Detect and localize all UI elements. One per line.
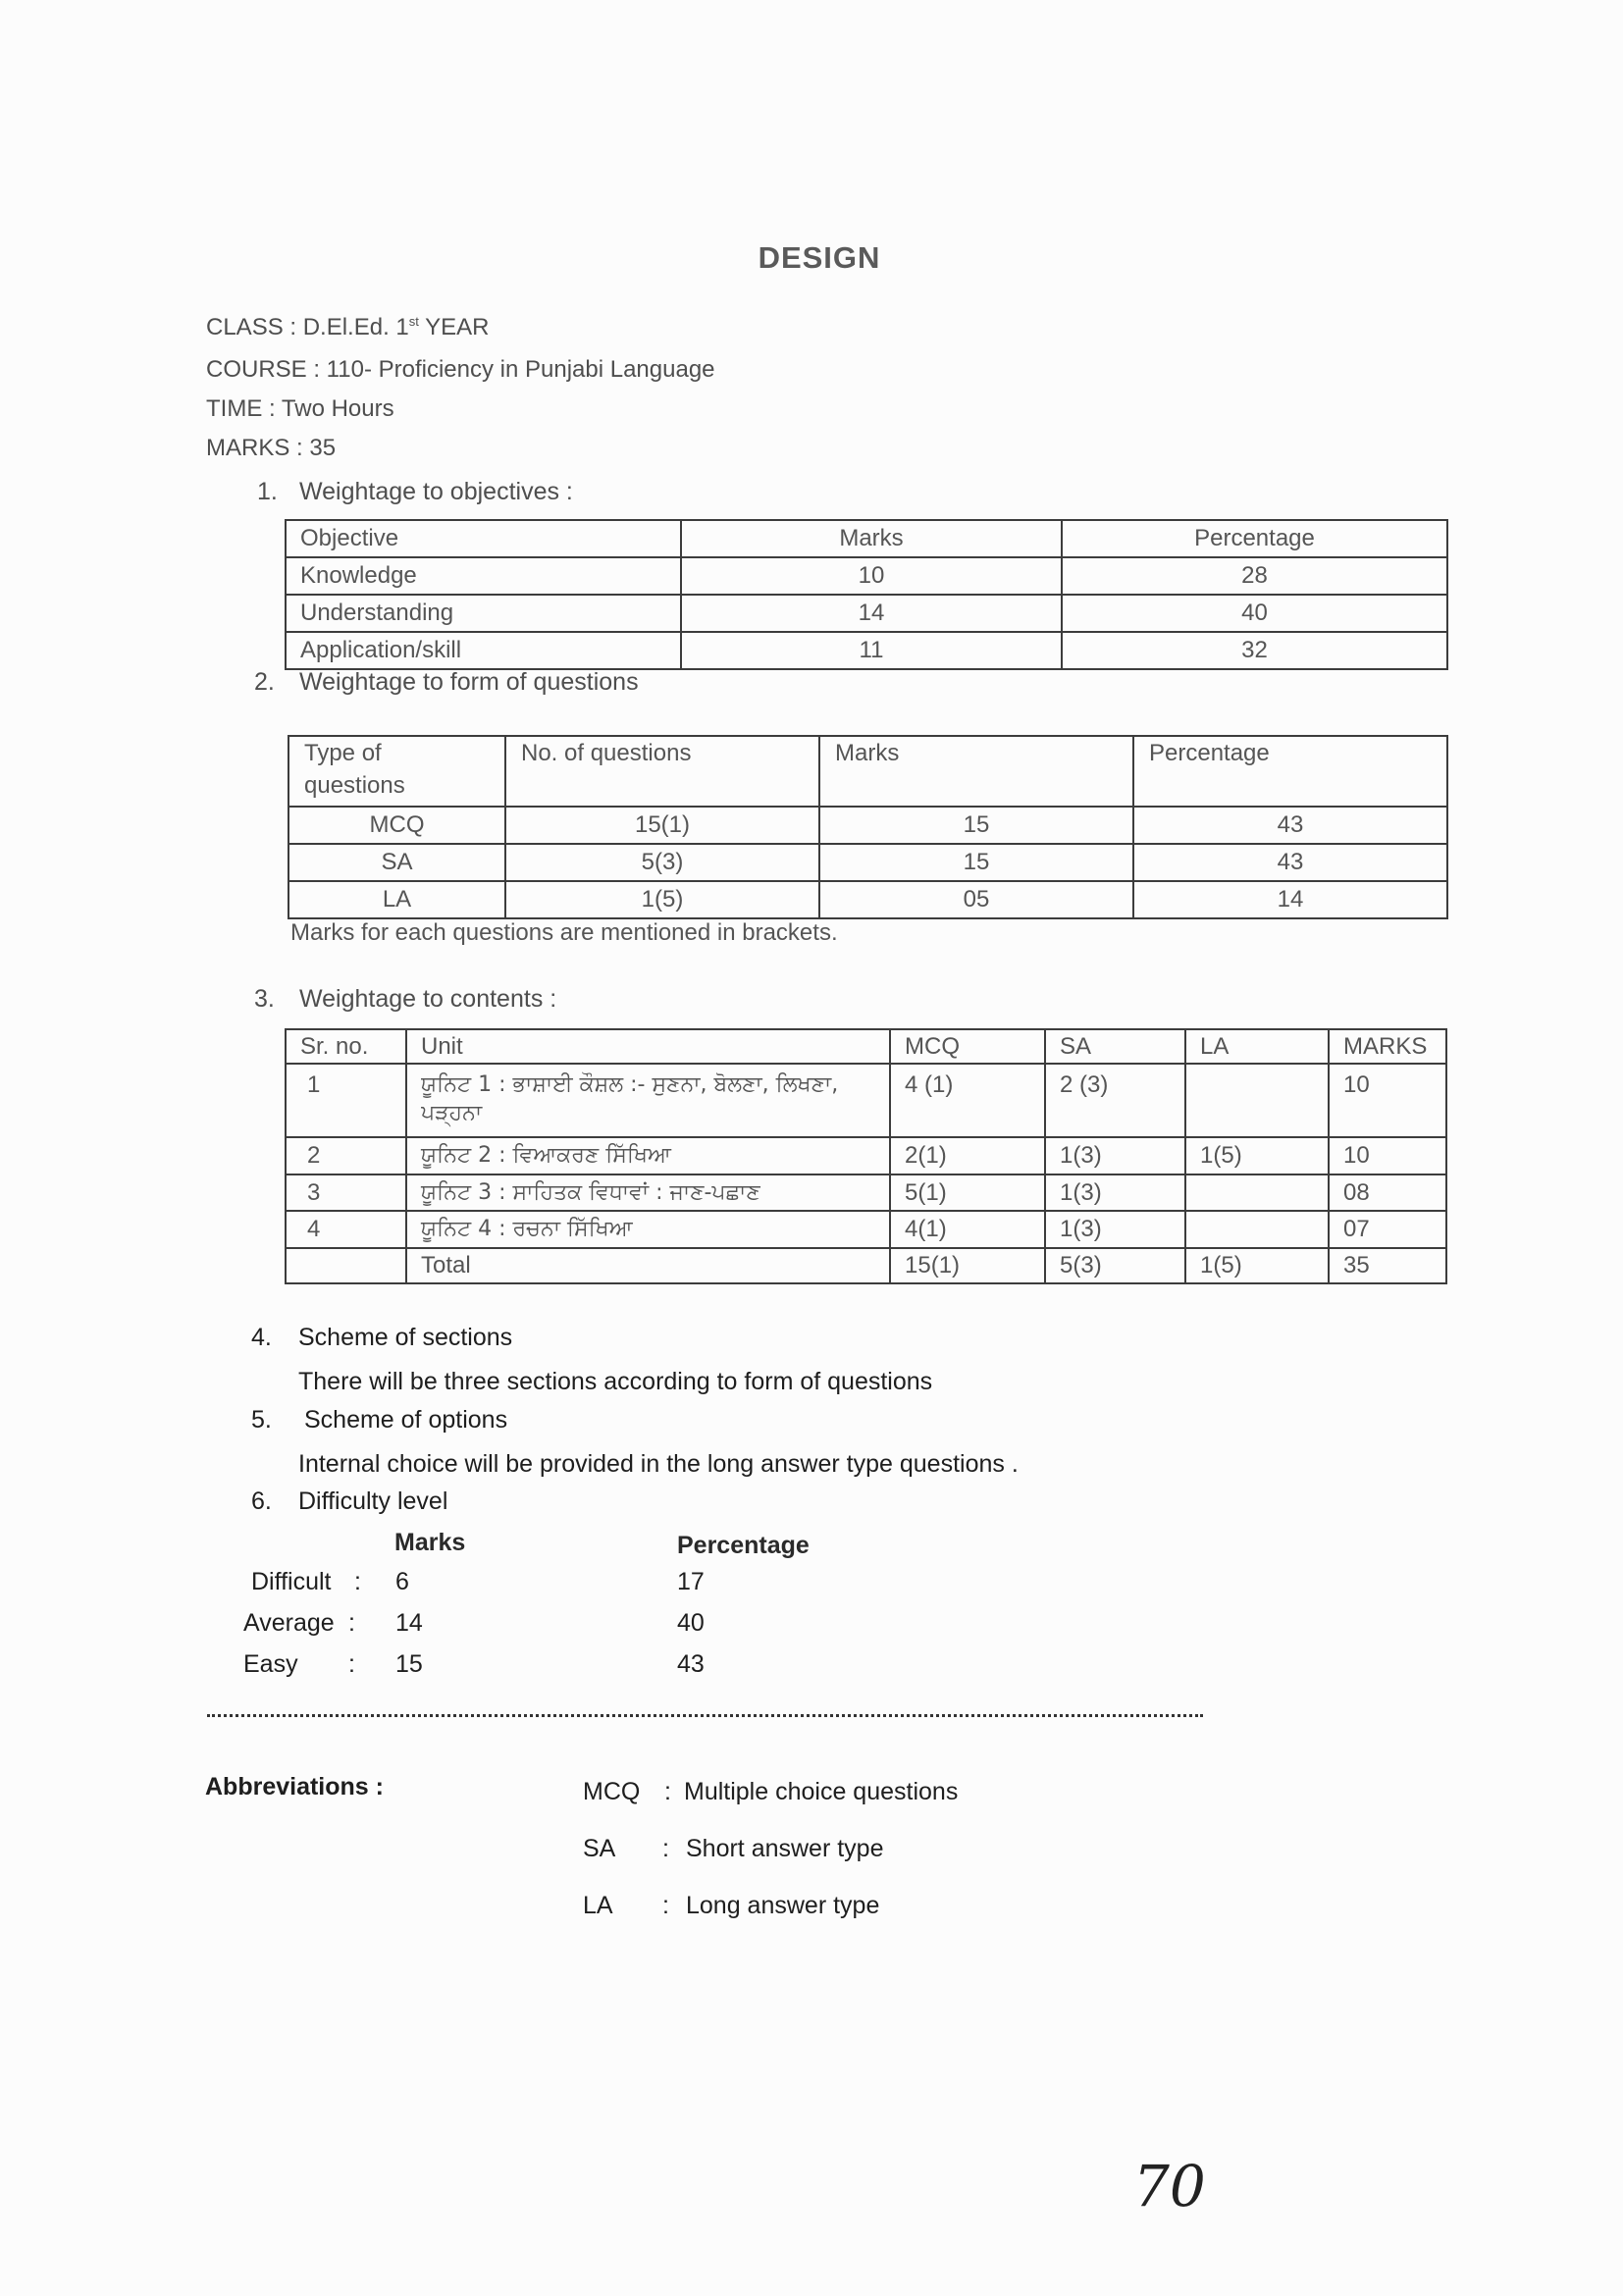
table-cell: 05 [819, 881, 1133, 918]
abbreviation-code: SA [583, 1835, 616, 1862]
section-heading-sections: Scheme of sections [298, 1324, 513, 1351]
table-cell: Total [406, 1248, 890, 1283]
table-cell [1185, 1211, 1329, 1248]
difficulty-separator: : [348, 1609, 355, 1637]
table-cell: 4 [286, 1211, 406, 1248]
header-text: Type of questions [304, 740, 405, 799]
table-cell: 15 [819, 807, 1133, 844]
page-title: DESIGN [758, 240, 881, 275]
table-cell: 15(1) [890, 1248, 1045, 1283]
abbreviation-meaning: Multiple choice questions [684, 1778, 959, 1805]
table-row [286, 1211, 1446, 1248]
table-cell: 4(1) [890, 1211, 1045, 1248]
section-number: 3. [254, 985, 275, 1013]
table-cell: 15(1) [505, 807, 819, 844]
header-cell: Objective [286, 520, 681, 557]
difficulty-percentage: 40 [677, 1609, 705, 1637]
header-cell: SA [1045, 1029, 1185, 1064]
table-cell: 10 [681, 557, 1062, 595]
difficulty-percentage: 17 [677, 1568, 705, 1595]
section-number: 4. [251, 1324, 272, 1351]
marks-line: MARKS : 35 [206, 435, 337, 461]
header-cell: MCQ [890, 1029, 1045, 1064]
section-number: 2. [254, 668, 275, 696]
section-number: 5. [251, 1406, 272, 1434]
section-text: Internal choice will be provided in the long answer type questions . [298, 1450, 1019, 1478]
difficulty-percentage-header: Percentage [677, 1532, 810, 1559]
section-heading-contents: Weightage to contents : [299, 985, 557, 1013]
header-cell [288, 736, 505, 807]
section-heading-objectives: Weightage to objectives : [299, 478, 573, 505]
dotted-divider [207, 1714, 1203, 1717]
table-cell: 15 [819, 844, 1133, 881]
table-cell: 35 [1329, 1248, 1446, 1283]
abbreviation-meaning: Long answer type [686, 1892, 880, 1919]
header-cell: Marks [681, 520, 1062, 557]
table-row [286, 1174, 1446, 1211]
table-row [288, 807, 1447, 844]
table-cell: ਯੂਨਿਟ 3 : ਸਾਹਿਤਕ ਵਿਧਾਵਾਂ : ਜਾਣ-ਪਛਾਣ [406, 1174, 890, 1211]
abbreviation-code: MCQ [583, 1778, 641, 1805]
table-note: Marks for each questions are mentioned in brackets. [290, 919, 838, 946]
table-cell: ਯੂਨਿਟ 4 : ਰਚਨਾ ਸਿੱਖਿਆ [406, 1211, 890, 1248]
section-text: There will be three sections according to form of questions [298, 1368, 933, 1395]
abbreviation-code: LA [583, 1892, 613, 1919]
table-cell: MCQ [288, 807, 505, 844]
header-cell: Sr. no. [286, 1029, 406, 1064]
table-cell: 1 [286, 1064, 406, 1137]
table-header-row [288, 736, 1447, 807]
header-cell: Percentage [1062, 520, 1447, 557]
difficulty-marks-header: Marks [394, 1529, 466, 1556]
table-cell: 4 (1) [890, 1064, 1045, 1137]
abbreviations-label: Abbreviations : [205, 1773, 384, 1800]
difficulty-percentage: 43 [677, 1650, 705, 1678]
section-number: 1. [257, 478, 278, 505]
table-cell: 3 [286, 1174, 406, 1211]
difficulty-marks: 14 [395, 1609, 423, 1637]
table-cell: Application/skill [286, 632, 681, 669]
table-row [286, 1064, 1446, 1137]
abbreviation-separator: : [662, 1835, 669, 1862]
table-header-row [286, 1029, 1446, 1064]
table-cell [1185, 1064, 1329, 1137]
header-cell: MARKS [1329, 1029, 1446, 1064]
course-line: COURSE : 110- Proficiency in Punjabi Language [206, 356, 715, 383]
table-cell [1185, 1174, 1329, 1211]
table-cell: SA [288, 844, 505, 881]
header-cell: Unit [406, 1029, 890, 1064]
table-row [286, 595, 1447, 632]
table-cell [406, 1064, 890, 1137]
table-cell: 08 [1329, 1174, 1446, 1211]
table-row [286, 632, 1447, 669]
table-cell: 40 [1062, 595, 1447, 632]
page-number: 70 [1133, 2153, 1206, 2219]
header-cell: Percentage [1133, 736, 1447, 807]
table-cell: 2 [286, 1137, 406, 1174]
table-cell: LA [288, 881, 505, 918]
table-row [286, 1137, 1446, 1174]
table-cell: 1(5) [1185, 1137, 1329, 1174]
table-cell: 1(3) [1045, 1211, 1185, 1248]
table-cell: 43 [1133, 844, 1447, 881]
class-superscript: st [408, 314, 419, 329]
table-cell: 10 [1329, 1137, 1446, 1174]
table-cell: ਯੂਨਿਟ 2 : ਵਿਆਕਰਣ ਸਿੱਖਿਆ [406, 1137, 890, 1174]
table-cell: 43 [1133, 807, 1447, 844]
question-forms-table [288, 735, 1448, 919]
header-cell: No. of questions [505, 736, 819, 807]
table-cell: 5(3) [1045, 1248, 1185, 1283]
time-line: TIME : Two Hours [206, 395, 394, 422]
table-cell: 1(3) [1045, 1137, 1185, 1174]
unit-text: ਯੂਨਿਟ 1 : ਭਾਸ਼ਾਈ ਕੌਸ਼ਲ :- ਸੁਣਨਾ, ਬੋਲਣਾ, ਲਿਖਣਾ, ਪੜ੍ਹਨਾ [421, 1072, 839, 1125]
table-cell: 32 [1062, 632, 1447, 669]
difficulty-separator: : [354, 1568, 361, 1595]
table-cell: Knowledge [286, 557, 681, 595]
table-cell: 1(5) [1185, 1248, 1329, 1283]
table-cell: 2 (3) [1045, 1064, 1185, 1137]
header-cell: Marks [819, 736, 1133, 807]
table-total-row [286, 1248, 1446, 1283]
table-cell: 10 [1329, 1064, 1446, 1137]
table-cell [286, 1248, 406, 1283]
difficulty-marks: 6 [395, 1568, 409, 1595]
difficulty-level: Easy [243, 1650, 298, 1678]
table-cell: Understanding [286, 595, 681, 632]
difficulty-level: Difficult [251, 1568, 332, 1595]
table-cell: 5(1) [890, 1174, 1045, 1211]
table-row [288, 881, 1447, 918]
header-cell: LA [1185, 1029, 1329, 1064]
table-row [288, 844, 1447, 881]
table-cell: 2(1) [890, 1137, 1045, 1174]
class-line [206, 313, 489, 342]
difficulty-level: Average [243, 1609, 335, 1637]
section-heading-question-forms: Weightage to form of questions [299, 668, 639, 696]
abbreviation-meaning: Short answer type [686, 1835, 884, 1862]
section-heading-options: Scheme of options [304, 1406, 508, 1434]
section-number: 6. [251, 1487, 272, 1515]
contents-table [285, 1028, 1447, 1284]
table-cell: 1(5) [505, 881, 819, 918]
table-cell: 14 [681, 595, 1062, 632]
section-heading-difficulty: Difficulty level [298, 1487, 448, 1515]
table-cell: 07 [1329, 1211, 1446, 1248]
table-header-row [286, 520, 1447, 557]
table-cell: 28 [1062, 557, 1447, 595]
objectives-table [285, 519, 1448, 670]
difficulty-marks: 15 [395, 1650, 423, 1678]
table-cell: 14 [1133, 881, 1447, 918]
table-cell: 11 [681, 632, 1062, 669]
table-cell: 1(3) [1045, 1174, 1185, 1211]
table-row [286, 557, 1447, 595]
table-cell: 5(3) [505, 844, 819, 881]
difficulty-separator: : [348, 1650, 355, 1678]
abbreviation-separator: : [662, 1892, 669, 1919]
class-year: YEAR [418, 314, 490, 340]
class-text: CLASS : D.El.Ed. 1 [206, 314, 409, 340]
abbreviation-separator: : [664, 1778, 671, 1805]
